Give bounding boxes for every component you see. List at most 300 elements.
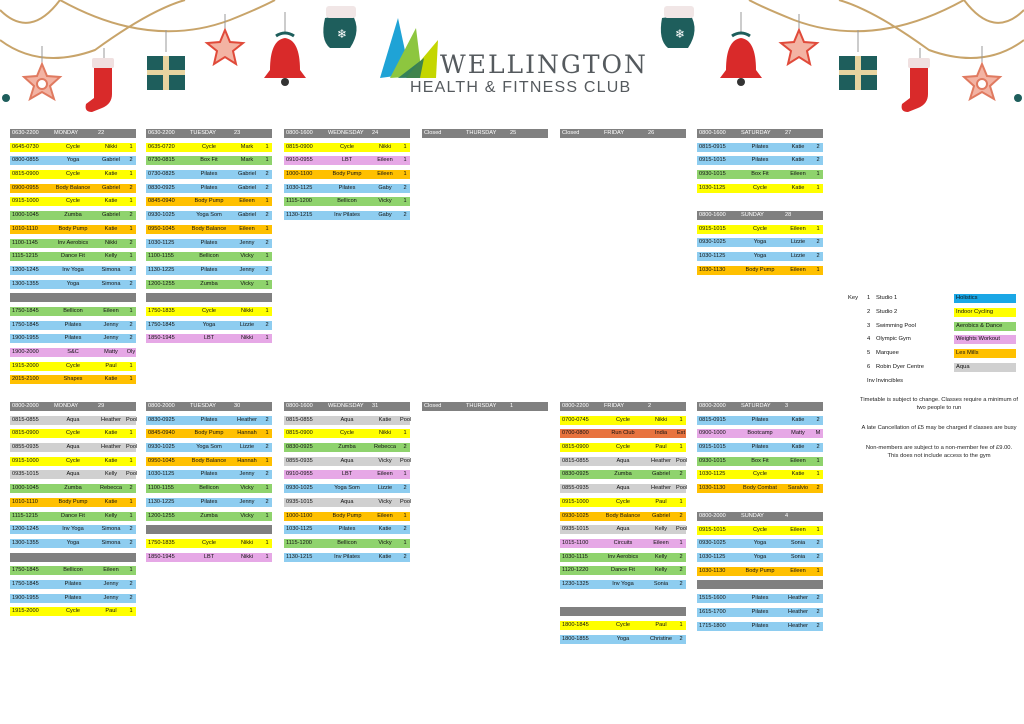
class-instructor: Gabriel bbox=[651, 471, 671, 478]
class-studio: 1 bbox=[265, 539, 269, 546]
class-row bbox=[697, 457, 823, 466]
class-time: 0930-1025 bbox=[148, 444, 175, 451]
class-name: Body Pump bbox=[745, 266, 775, 273]
class-instructor: Vicky bbox=[378, 198, 392, 205]
class-row bbox=[10, 416, 136, 425]
key-label: Key bbox=[848, 295, 858, 301]
class-studio: 2 bbox=[816, 554, 820, 561]
day-column-tuesday-30 bbox=[146, 402, 272, 566]
class-studio: 2 bbox=[265, 321, 269, 328]
class-row bbox=[697, 143, 823, 152]
class-instructor: Jenny bbox=[239, 498, 255, 505]
note-text: Non-members are subject to a non-member fee of £9.00. This does not include access to the gym bbox=[865, 445, 1013, 459]
key-studio: Swimming Pool bbox=[876, 322, 916, 329]
day-name: TUESDAY bbox=[190, 130, 217, 136]
class-instructor: Katie bbox=[104, 457, 118, 464]
class-name: LBT bbox=[203, 553, 215, 560]
class-row bbox=[10, 429, 136, 438]
class-name: Zumba bbox=[200, 280, 218, 287]
class-studio: 1 bbox=[816, 225, 820, 232]
class-time: 0730-0825 bbox=[148, 171, 175, 178]
class-studio: 2 bbox=[403, 444, 407, 451]
class-studio: 2 bbox=[679, 635, 683, 642]
key-row bbox=[848, 294, 1018, 303]
class-instructor: Heather bbox=[788, 622, 808, 629]
class-instructor: Eileen bbox=[377, 512, 393, 519]
class-instructor: Gaby bbox=[378, 184, 392, 191]
class-studio: Pool bbox=[400, 416, 412, 423]
class-time: 0815-0855 bbox=[12, 416, 39, 423]
day-header bbox=[10, 129, 136, 138]
class-studio: 2 bbox=[265, 266, 269, 273]
class-instructor: Eileen bbox=[377, 171, 393, 178]
class-row bbox=[10, 443, 136, 452]
class-instructor: Katie bbox=[104, 498, 118, 505]
class-time: 1010-1110 bbox=[12, 225, 38, 232]
class-name: Pilates bbox=[338, 184, 356, 191]
class-instructor: Simona bbox=[101, 539, 121, 546]
class-instructor: Katie bbox=[791, 143, 805, 150]
day-name: MONDAY bbox=[54, 130, 79, 136]
day-date: 25 bbox=[510, 130, 517, 136]
class-instructor: Gabriel bbox=[101, 212, 121, 219]
timetable-gap bbox=[560, 607, 686, 616]
class-instructor: Vicky bbox=[240, 485, 254, 492]
class-studio: 1 bbox=[403, 430, 407, 437]
class-name: Dance Fit bbox=[61, 512, 85, 519]
class-time: 0855-0935 bbox=[12, 444, 39, 451]
class-time: 1010-1110 bbox=[12, 498, 38, 505]
day-name: SUNDAY bbox=[741, 513, 764, 519]
class-studio: 2 bbox=[816, 595, 820, 602]
class-studio: 1 bbox=[265, 430, 269, 437]
class-instructor: Nikki bbox=[240, 335, 254, 342]
day-column-thursday-25 bbox=[422, 129, 548, 143]
class-row bbox=[10, 607, 136, 616]
class-row bbox=[697, 238, 823, 247]
class-time: 0815-0855 bbox=[562, 457, 589, 464]
class-studio: 1 bbox=[129, 307, 133, 314]
class-studio: 2 bbox=[129, 239, 133, 246]
class-name: Cycle bbox=[66, 171, 80, 178]
day-date: 24 bbox=[372, 130, 379, 136]
class-time: 0915-1015 bbox=[699, 157, 726, 164]
class-name: Cycle bbox=[616, 416, 630, 423]
class-instructor: Katie bbox=[791, 444, 805, 451]
class-row bbox=[560, 429, 686, 438]
class-instructor: Eileen bbox=[790, 526, 806, 533]
class-studio: 1 bbox=[265, 157, 269, 164]
class-instructor: Eileen bbox=[790, 266, 806, 273]
class-time: 0815-0900 bbox=[562, 444, 589, 451]
class-studio: 2 bbox=[679, 553, 683, 560]
class-time: 0930-1025 bbox=[699, 239, 726, 246]
class-name: Aqua bbox=[616, 485, 630, 492]
day-date: 1 bbox=[510, 403, 514, 409]
class-instructor: Heather bbox=[788, 608, 808, 615]
class-instructor: Gabriel bbox=[101, 157, 121, 164]
class-studio: 2 bbox=[129, 321, 133, 328]
class-name: Body Pump bbox=[194, 198, 224, 205]
key-category: Holistics bbox=[954, 294, 1016, 303]
class-time: 0635-0720 bbox=[148, 143, 175, 150]
class-name: Zumba bbox=[614, 471, 632, 478]
class-studio: 1 bbox=[129, 567, 133, 574]
timetable-gap bbox=[146, 293, 272, 302]
class-name: Body Combat bbox=[743, 485, 777, 492]
class-studio: 2 bbox=[816, 622, 820, 629]
class-row bbox=[10, 512, 136, 521]
class-time: 0815-0900 bbox=[286, 143, 313, 150]
day-column-monday-22 bbox=[10, 129, 136, 389]
class-name: Zumba bbox=[64, 212, 82, 219]
class-time: 0935-1015 bbox=[12, 471, 39, 478]
class-name: Pilates bbox=[200, 498, 218, 505]
class-instructor: Kelly bbox=[104, 512, 118, 519]
class-row bbox=[284, 143, 410, 152]
class-row bbox=[284, 429, 410, 438]
day-date: 27 bbox=[785, 130, 792, 136]
key-category: Aqua bbox=[954, 363, 1016, 372]
class-studio: 2 bbox=[816, 253, 820, 260]
class-time: 1130-1215 bbox=[286, 553, 313, 560]
day-column-tuesday-23 bbox=[146, 129, 272, 348]
day-name: THURSDAY bbox=[466, 130, 497, 136]
class-time: 1030-1130 bbox=[699, 485, 726, 492]
class-name: Yoga bbox=[753, 239, 767, 246]
class-time: 0950-1045 bbox=[148, 225, 175, 232]
class-time: 1915-2000 bbox=[12, 608, 39, 615]
day-name: TUESDAY bbox=[190, 403, 217, 409]
class-row bbox=[10, 266, 136, 275]
class-row bbox=[560, 525, 686, 534]
class-studio: 1 bbox=[816, 184, 820, 191]
class-time: 1030-1125 bbox=[148, 471, 175, 478]
class-instructor: Katie bbox=[104, 198, 118, 205]
class-name: Pilates bbox=[751, 595, 769, 602]
day-date: 31 bbox=[372, 403, 379, 409]
class-name: Pilates bbox=[200, 171, 218, 178]
class-row bbox=[284, 512, 410, 521]
class-name: Body Pump bbox=[58, 225, 88, 232]
class-studio: 2 bbox=[816, 608, 820, 615]
class-name: Yoga bbox=[753, 253, 767, 260]
key-category: Les Mills bbox=[954, 349, 1016, 358]
day-header bbox=[697, 129, 823, 138]
class-time: 1850-1945 bbox=[148, 335, 175, 342]
class-name: Pilates bbox=[751, 444, 769, 451]
class-instructor: Gabriel bbox=[237, 212, 257, 219]
class-row bbox=[146, 184, 272, 193]
key-number: 1 bbox=[867, 295, 871, 301]
day-hours: Closed bbox=[424, 130, 442, 136]
class-time: 0815-0900 bbox=[286, 430, 313, 437]
class-row bbox=[146, 266, 272, 275]
class-studio: 2 bbox=[265, 212, 269, 219]
class-instructor: Rebecca bbox=[373, 444, 397, 451]
class-time: 0845-0940 bbox=[148, 198, 175, 205]
class-name: Inv Yoga bbox=[612, 580, 634, 587]
class-time: 0930-1025 bbox=[286, 485, 313, 492]
class-instructor: Paul bbox=[655, 498, 667, 505]
class-studio: 1 bbox=[265, 143, 269, 150]
class-studio: Pool bbox=[676, 485, 688, 492]
class-instructor: Katie bbox=[104, 376, 118, 383]
key-studio: Studio 2 bbox=[876, 308, 898, 315]
class-time: 1800-1845 bbox=[562, 622, 589, 628]
class-name: Body Pump bbox=[745, 567, 775, 574]
key-number: 2 bbox=[867, 308, 871, 315]
class-studio: Pool bbox=[126, 416, 138, 423]
stocking-ornament-icon bbox=[902, 48, 930, 112]
day-date: 2 bbox=[648, 403, 652, 409]
class-studio: 1 bbox=[265, 457, 269, 464]
class-studio: 2 bbox=[265, 498, 269, 505]
class-time: 1750-1845 bbox=[12, 307, 39, 314]
class-time: 1800-1855 bbox=[562, 635, 589, 642]
class-studio: 1 bbox=[403, 157, 407, 164]
class-instructor: Rebecca bbox=[99, 485, 123, 492]
class-instructor: Lizzie bbox=[239, 321, 255, 328]
club-logo bbox=[372, 18, 662, 100]
class-name: Cycle bbox=[616, 622, 630, 628]
day-date: 23 bbox=[234, 130, 241, 136]
class-name: Cycle bbox=[340, 430, 354, 437]
class-instructor: Paul bbox=[655, 444, 667, 451]
class-studio: 1 bbox=[129, 430, 133, 437]
class-instructor: Katie bbox=[378, 553, 392, 560]
class-row bbox=[146, 457, 272, 466]
class-time: 1750-1835 bbox=[148, 539, 175, 546]
class-name: Aqua bbox=[340, 498, 354, 505]
class-row bbox=[560, 416, 686, 425]
class-instructor: Kelly bbox=[654, 567, 668, 574]
class-studio: 2 bbox=[816, 540, 820, 547]
class-studio: Pool bbox=[676, 526, 688, 533]
class-name: Aqua bbox=[66, 444, 80, 451]
class-time: 1750-1835 bbox=[148, 307, 175, 314]
class-row bbox=[146, 239, 272, 248]
class-name: Bellicon bbox=[63, 307, 83, 314]
day-column-saturday-27 bbox=[697, 129, 823, 197]
note-text: Timetable is subject to change. Classes require a minimum of two people to run bbox=[860, 397, 1018, 411]
class-row bbox=[560, 498, 686, 507]
class-time: 0930-1025 bbox=[699, 540, 726, 547]
class-time: 1030-1125 bbox=[699, 554, 726, 561]
class-studio: 1 bbox=[816, 567, 820, 574]
class-instructor: Vicky bbox=[240, 253, 254, 260]
class-row bbox=[10, 498, 136, 507]
class-row bbox=[146, 553, 272, 562]
class-row bbox=[697, 484, 823, 493]
class-time: 1750-1845 bbox=[12, 567, 39, 574]
class-time: 1615-1700 bbox=[699, 608, 726, 615]
class-time: 1200-1255 bbox=[148, 512, 175, 519]
class-name: Zumba bbox=[338, 444, 356, 451]
class-time: 1130-1215 bbox=[286, 212, 313, 219]
key-studio: Studio 1 bbox=[876, 295, 898, 301]
class-time: 2015-2100 bbox=[12, 376, 39, 383]
class-studio: 1 bbox=[679, 498, 683, 505]
class-row bbox=[284, 470, 410, 479]
class-name: Body Pump bbox=[58, 498, 88, 505]
class-instructor: Gabriel bbox=[101, 184, 121, 191]
class-row bbox=[10, 525, 136, 534]
day-hours: 0800-1600 bbox=[699, 212, 726, 218]
class-time: 1300-1355 bbox=[12, 280, 39, 287]
class-row bbox=[697, 526, 823, 535]
class-time: 1115-1200 bbox=[286, 198, 312, 205]
class-studio: 1 bbox=[816, 457, 820, 464]
day-hours: 0800-2000 bbox=[148, 403, 175, 409]
class-row bbox=[10, 348, 136, 357]
class-row bbox=[10, 184, 136, 193]
day-header bbox=[284, 129, 410, 138]
class-time: 1030-1125 bbox=[286, 526, 313, 533]
class-row bbox=[697, 567, 823, 576]
class-name: Body Pump bbox=[332, 171, 362, 178]
class-row bbox=[10, 594, 136, 603]
class-time: 1030-1130 bbox=[699, 266, 726, 273]
class-time: 0930-1015 bbox=[699, 457, 726, 464]
class-row bbox=[10, 197, 136, 206]
class-name: Pilates bbox=[64, 580, 82, 587]
class-instructor: Lizzie bbox=[377, 485, 393, 492]
class-studio: 2 bbox=[129, 539, 133, 546]
class-studio: 1 bbox=[129, 225, 133, 232]
class-row bbox=[146, 156, 272, 165]
class-name: Cycle bbox=[753, 471, 767, 478]
day-column-friday-2 bbox=[560, 402, 686, 648]
mitten-ornament-icon bbox=[323, 6, 356, 48]
day-header bbox=[560, 129, 686, 138]
class-instructor: Paul bbox=[655, 622, 667, 628]
class-studio: 1 bbox=[129, 198, 133, 205]
class-row bbox=[146, 470, 272, 479]
class-instructor: Nikki bbox=[104, 239, 118, 246]
class-studio: 1 bbox=[816, 471, 820, 478]
class-name: Aqua bbox=[616, 526, 630, 533]
class-row bbox=[560, 621, 686, 630]
day-hours: Closed bbox=[424, 403, 442, 409]
key-number: Inv bbox=[867, 377, 875, 384]
class-name: Cycle bbox=[340, 143, 354, 150]
class-instructor: Katie bbox=[378, 526, 392, 533]
class-row bbox=[146, 225, 272, 234]
class-time: 0815-0915 bbox=[699, 143, 726, 150]
class-studio: 1 bbox=[265, 335, 269, 342]
class-studio: 1 bbox=[403, 198, 407, 205]
class-instructor: Heather bbox=[101, 416, 121, 423]
class-instructor: Jenny bbox=[103, 580, 119, 587]
class-studio: Pool bbox=[400, 457, 412, 464]
class-instructor: Hannah bbox=[237, 457, 257, 464]
class-row bbox=[146, 280, 272, 289]
class-name: Cycle bbox=[66, 457, 80, 464]
class-time: 0845-0940 bbox=[148, 430, 175, 437]
class-instructor: Nikki bbox=[654, 416, 668, 423]
class-studio: Pool bbox=[126, 471, 138, 478]
key-studio: Marquee bbox=[876, 350, 899, 357]
class-row bbox=[284, 156, 410, 165]
class-row bbox=[560, 443, 686, 452]
class-studio: M bbox=[815, 430, 821, 437]
class-row bbox=[697, 622, 823, 631]
class-time: 1030-1125 bbox=[699, 253, 726, 260]
class-name: Box Fit bbox=[200, 157, 218, 164]
class-name: Box Fit bbox=[751, 457, 769, 464]
class-row bbox=[284, 525, 410, 534]
class-instructor: Eileen bbox=[790, 225, 806, 232]
class-time: 0915-1000 bbox=[562, 498, 589, 505]
class-time: 1200-1255 bbox=[148, 280, 175, 287]
class-studio: 1 bbox=[265, 225, 269, 232]
class-instructor: Jenny bbox=[103, 335, 119, 342]
class-row bbox=[10, 484, 136, 493]
class-row bbox=[10, 470, 136, 479]
class-time: 1030-1130 bbox=[699, 567, 726, 574]
class-studio: 1 bbox=[403, 539, 407, 546]
key-row bbox=[848, 308, 1018, 317]
class-name: Body Pump bbox=[194, 430, 224, 437]
class-row bbox=[10, 539, 136, 548]
class-row bbox=[697, 266, 823, 275]
class-instructor: Kelly bbox=[654, 526, 668, 533]
class-row bbox=[284, 170, 410, 179]
class-row bbox=[560, 457, 686, 466]
class-row bbox=[10, 239, 136, 248]
class-time: 1000-1045 bbox=[12, 485, 39, 492]
day-hours: 0800-2000 bbox=[699, 513, 726, 519]
class-name: Cycle bbox=[66, 608, 80, 615]
day-header bbox=[697, 402, 823, 411]
key-number: 4 bbox=[867, 336, 871, 343]
class-instructor: Katie bbox=[378, 416, 392, 423]
class-studio: 2 bbox=[679, 580, 683, 587]
class-name: Bellicon bbox=[63, 567, 83, 574]
class-name: Cycle bbox=[202, 539, 216, 546]
class-instructor: Eileen bbox=[790, 567, 806, 574]
class-studio: 2 bbox=[265, 416, 269, 423]
class-time: 0730-0815 bbox=[148, 157, 175, 164]
timetable-key bbox=[848, 294, 1018, 391]
key-number: 3 bbox=[867, 322, 871, 329]
class-row bbox=[146, 170, 272, 179]
class-time: 0900-1000 bbox=[699, 430, 726, 437]
class-instructor: Simona bbox=[101, 280, 121, 287]
star-ornament-icon bbox=[781, 14, 817, 64]
class-row bbox=[560, 539, 686, 548]
class-row bbox=[10, 334, 136, 343]
key-category: Indoor Cycling bbox=[954, 308, 1016, 317]
class-time: 0950-1045 bbox=[148, 457, 175, 464]
timetable-gap bbox=[697, 580, 823, 589]
class-name: Dance Fit bbox=[61, 253, 85, 260]
class-time: 0910-0955 bbox=[286, 471, 313, 478]
class-studio: 1 bbox=[679, 539, 683, 546]
day-hours: 0630-2200 bbox=[148, 130, 175, 136]
class-name: Pilates bbox=[751, 608, 769, 615]
class-time: 1030-1125 bbox=[699, 471, 726, 478]
day-column-sunday-28 bbox=[697, 211, 823, 279]
class-studio: 2 bbox=[265, 184, 269, 191]
class-row bbox=[146, 211, 272, 220]
timetable-notes bbox=[860, 396, 1018, 472]
class-studio: 1 bbox=[679, 622, 683, 628]
class-row bbox=[146, 197, 272, 206]
day-column-sunday-4 bbox=[697, 512, 823, 635]
class-row bbox=[146, 498, 272, 507]
